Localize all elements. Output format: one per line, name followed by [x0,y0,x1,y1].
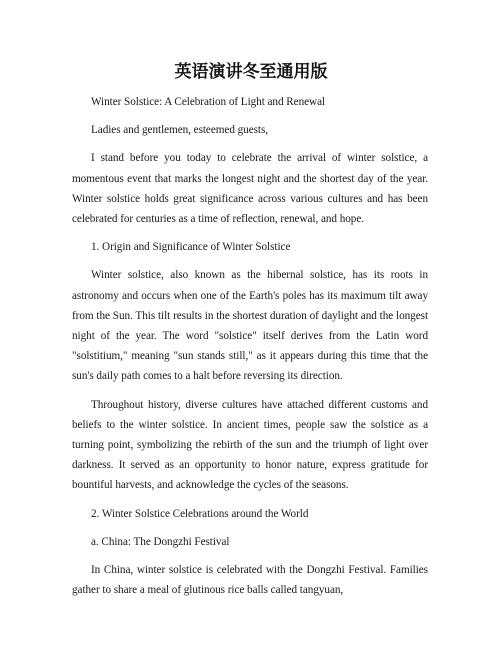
document-title: 英语演讲冬至通用版 [174,62,328,82]
subsection-heading-china: a. China: The Dongzhi Festival [91,535,230,548]
document-body [72,92,428,608]
speech-title: Winter Solstice: A Celebration of Light and Renewal [91,96,326,108]
section-heading-origin: 1. Origin and Significance of Winter Solstice [91,241,291,254]
salutation: Ladies and gentlemen, esteemed guests, [91,124,269,137]
paragraph-china: In China, winter solstice is celebrated with the Dongzhi Festival. Families gather to share a meal of glutinous rice balls called tangyuan, [72,564,428,597]
paragraph-origin: Winter solstice, also known as the hibernal solstice, has its roots in astronomy and occurs when one of the Earth's poles has its maximum tilt away from the Sun. This tilt results in the shortest duration of daylight and the longest night of the year. The word "solstice" itself derives from the Latin word "solstitium," meaning "sun stands still," as it appears during this time that the sun's daily path comes to a halt before reversing its direction. [72,269,428,383]
paragraph-intro: I stand before you today to celebrate the arrival of winter solstice, a momentous event that marks the longest night and the shortest day of the year. Winter solstice holds great significance across various cultures and has been celebrated for centuries as a time of reflection, renewal, and hope. [72,152,428,226]
section-heading-celebrations: 2. Winter Solstice Celebrations around the World [91,507,309,520]
paragraph-history: Throughout history, diverse cultures have attached different customs and beliefs to the winter solstice. In ancient times, people saw the solstice as a turning point, symbolizing the rebirth of the sun and the triumph of light over darkness. It served as an opportunity to honor nature, express gratitude for bountiful harvests, and acknowledge the cycles of the seasons. [72,398,428,492]
